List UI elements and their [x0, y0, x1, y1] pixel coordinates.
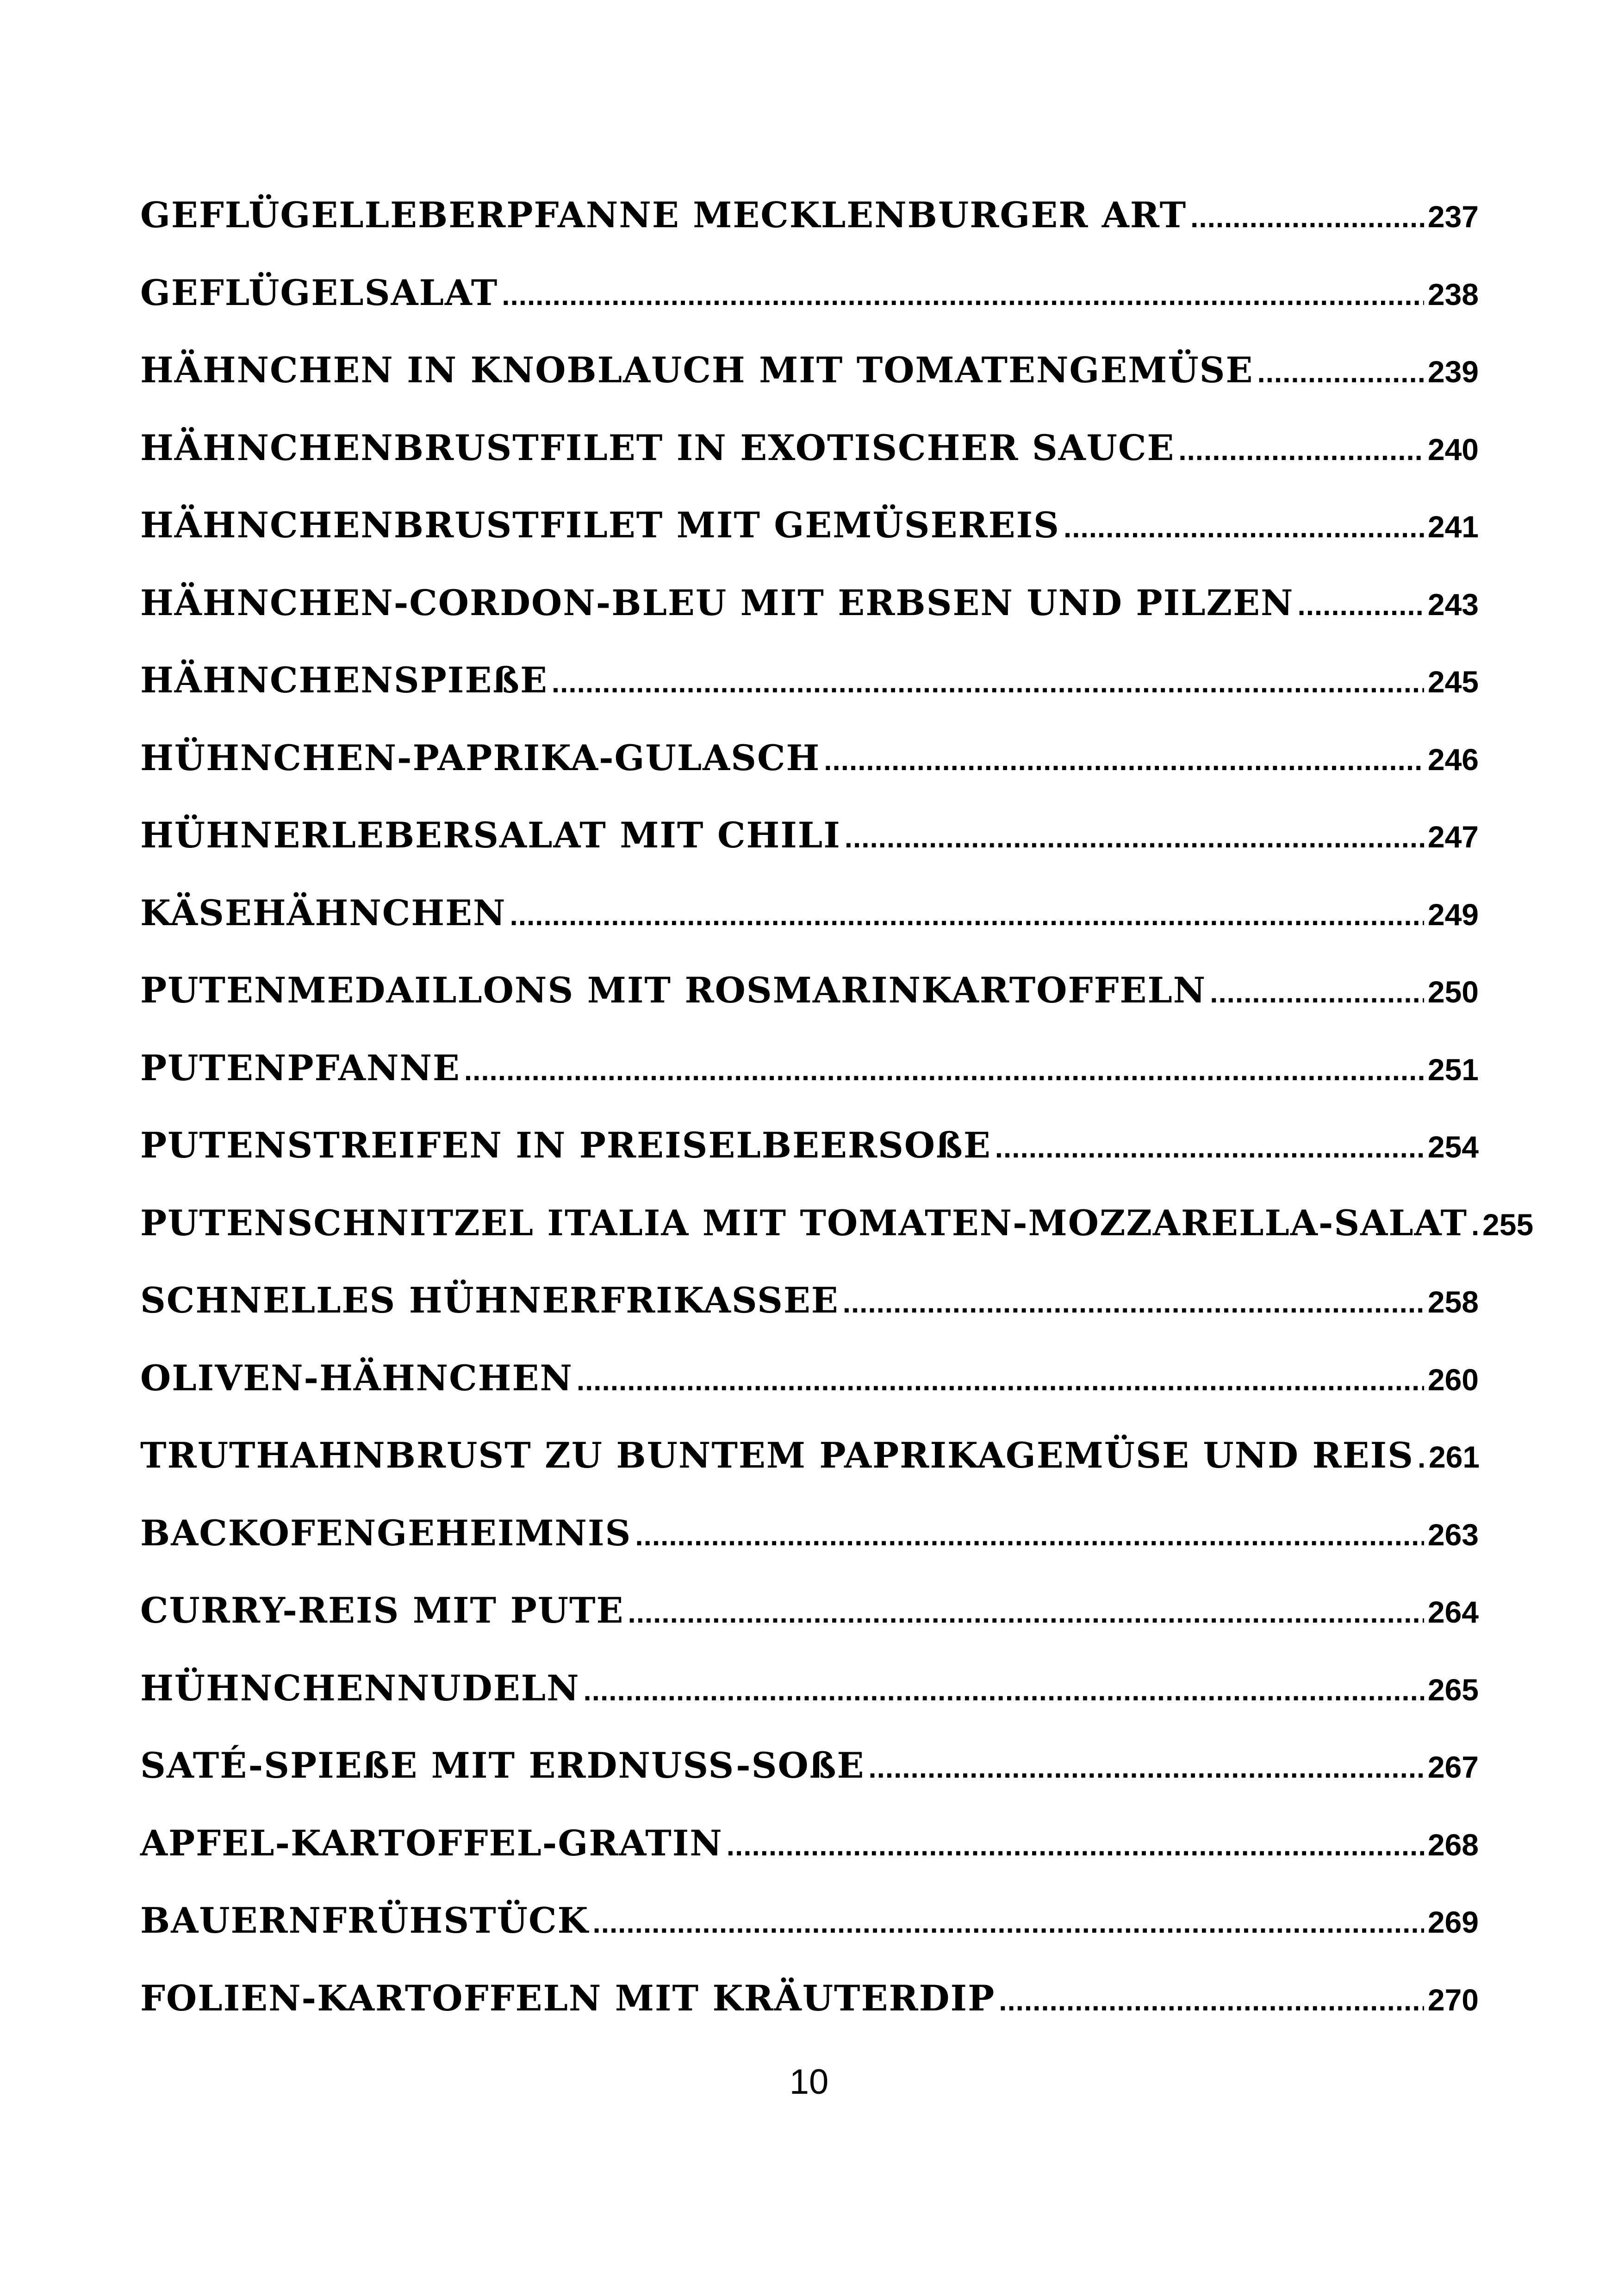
toc-entry-page: 238 [1427, 277, 1479, 311]
toc-dot-leader [1418, 1431, 1425, 1486]
toc-dot-leader [995, 1120, 1424, 1176]
toc-entry-title: GEFLÜGELSALAT [140, 272, 498, 313]
toc-entry[interactable] [140, 1506, 1479, 1583]
toc-entry-title: HÜHNERLEBERSALAT MIT CHILI [140, 815, 841, 856]
toc-entry-page: 255 [1482, 1207, 1534, 1242]
toc-entry-page: 240 [1427, 432, 1479, 467]
table-of-contents [140, 187, 1534, 2048]
toc-entry[interactable] [140, 653, 1479, 730]
toc-entry-title: GEFLÜGELLEBERPFANNE MECKLENBURGER ART [140, 194, 1187, 236]
toc-entry[interactable] [140, 963, 1479, 1040]
toc-dot-leader [584, 1663, 1424, 1719]
toc-entry-title: HÄHNCHEN-CORDON-BLEU MIT ERBSEN UND PILZEN [140, 582, 1294, 623]
toc-entry-title: HÄHNCHEN IN KNOBLAUCH MIT TOMATENGEMÜSE [140, 349, 1254, 391]
toc-entry[interactable] [140, 1350, 1479, 1428]
toc-entry-page: 243 [1427, 587, 1479, 622]
toc-entry-page: 258 [1427, 1285, 1479, 1319]
toc-entry-title: PUTENSTREIFEN IN PREISELBEERSOßE [140, 1125, 991, 1166]
toc-entry-page: 246 [1427, 742, 1479, 777]
toc-entry[interactable] [140, 265, 1479, 343]
toc-dot-leader [635, 1508, 1424, 1564]
toc-entry-title: PUTENPFANNE [140, 1047, 461, 1089]
toc-dot-leader [552, 655, 1424, 711]
toc-entry-title: SCHNELLES HÜHNERFRIKASSEE [140, 1280, 839, 1321]
toc-entry-page: 267 [1427, 1750, 1479, 1784]
toc-entry[interactable] [140, 1040, 1479, 1118]
toc-entry-page: 245 [1427, 665, 1479, 699]
toc-entry-title: KÄSEHÄHNCHEN [140, 892, 506, 933]
toc-entry-title: PUTENSCHNITZEL ITALIA MIT TOMATEN-MOZZARELLA-SALAT [140, 1202, 1468, 1244]
toc-dot-leader [727, 1818, 1424, 1874]
toc-dot-leader [628, 1586, 1424, 1641]
toc-entry-page: 270 [1427, 1982, 1479, 2017]
toc-entry-title: HÜHNCHENNUDELN [140, 1667, 580, 1709]
toc-entry-title: APFEL-KARTOFFEL-GRATIN [140, 1822, 723, 1864]
toc-entry[interactable] [140, 1195, 1534, 1273]
toc-entry-page: 269 [1427, 1905, 1479, 1939]
toc-entry-title: CURRY-REIS MIT PUTE [140, 1590, 624, 1631]
toc-entry-title: FOLIEN-KARTOFFELN MIT KRÄUTERDIP [140, 1977, 996, 2019]
toc-dot-leader [843, 1276, 1424, 1331]
toc-entry-title: HÄHNCHENBRUSTFILET IN EXOTISCHER SAUCE [140, 427, 1175, 468]
toc-entry-page: 254 [1427, 1130, 1479, 1164]
toc-dot-leader [1471, 1198, 1479, 1254]
toc-dot-leader [1064, 500, 1424, 556]
toc-entry[interactable] [140, 1971, 1479, 2048]
toc-entry[interactable] [140, 730, 1479, 808]
toc-entry-title: HÜHNCHEN-PAPRIKA-GULASCH [140, 737, 821, 778]
toc-entry-title: HÄHNCHENBRUSTFILET MIT GEMÜSEREIS [140, 504, 1060, 546]
toc-entry-page: 239 [1427, 355, 1479, 389]
toc-entry-title: HÄHNCHENSPIEßE [140, 660, 548, 701]
toc-entry-page: 261 [1428, 1440, 1480, 1474]
toc-entry[interactable] [140, 187, 1479, 265]
toc-entry-page: 251 [1427, 1052, 1479, 1087]
toc-entry-page: 247 [1427, 820, 1479, 854]
toc-dot-leader [999, 1973, 1424, 2029]
toc-entry-page: 241 [1427, 510, 1479, 544]
toc-dot-leader [824, 733, 1424, 789]
toc-entry-page: 260 [1427, 1362, 1479, 1397]
toc-entry-title: BACKOFENGEHEIMNIS [140, 1512, 632, 1554]
toc-entry-page: 263 [1427, 1517, 1479, 1552]
toc-entry-page: 265 [1427, 1672, 1479, 1707]
toc-entry[interactable] [140, 885, 1479, 963]
toc-dot-leader [1297, 578, 1424, 634]
toc-dot-leader [1210, 965, 1424, 1021]
toc-entry[interactable] [140, 1661, 1479, 1738]
toc-dot-leader [577, 1353, 1424, 1409]
toc-entry-title: TRUTHAHNBRUST ZU BUNTEM PAPRIKAGEMÜSE UND REIS [140, 1435, 1414, 1476]
toc-entry[interactable] [140, 1738, 1479, 1816]
toc-entry-title: OLIVEN-HÄHNCHEN [140, 1357, 573, 1399]
toc-entry-page: 264 [1427, 1595, 1479, 1629]
toc-entry[interactable] [140, 342, 1479, 420]
page-number: 10 [789, 2062, 829, 2102]
toc-entry[interactable] [140, 1118, 1479, 1195]
toc-dot-leader [593, 1896, 1424, 1951]
toc-dot-leader [502, 268, 1424, 324]
toc-entry[interactable] [140, 1583, 1479, 1661]
toc-entry-page: 268 [1427, 1827, 1479, 1862]
toc-entry[interactable] [140, 1816, 1479, 1893]
toc-entry[interactable] [140, 1893, 1479, 1971]
toc-dot-leader [868, 1741, 1424, 1796]
toc-entry[interactable] [140, 1273, 1479, 1350]
toc-entry[interactable] [140, 498, 1479, 575]
toc-entry-page: 237 [1427, 199, 1479, 234]
toc-dot-leader [845, 810, 1424, 866]
toc-entry-title: BAUERNFRÜHSTÜCK [140, 1900, 589, 1941]
toc-entry-title: SATÉ-SPIEßE MIT ERDNUSS-SOßE [140, 1745, 865, 1786]
toc-entry[interactable] [140, 1428, 1479, 1506]
toc-entry[interactable] [140, 420, 1479, 498]
toc-entry-page: 250 [1427, 975, 1479, 1009]
toc-dot-leader [1257, 345, 1424, 401]
toc-dot-leader [464, 1043, 1424, 1099]
toc-dot-leader [1178, 423, 1424, 479]
toc-dot-leader [510, 888, 1424, 944]
toc-entry[interactable] [140, 575, 1479, 653]
toc-entry-page: 249 [1427, 897, 1479, 932]
toc-entry[interactable] [140, 808, 1479, 885]
toc-dot-leader [1190, 190, 1424, 246]
toc-entry-title: PUTENMEDAILLONS MIT ROSMARINKARTOFFELN [140, 970, 1207, 1011]
